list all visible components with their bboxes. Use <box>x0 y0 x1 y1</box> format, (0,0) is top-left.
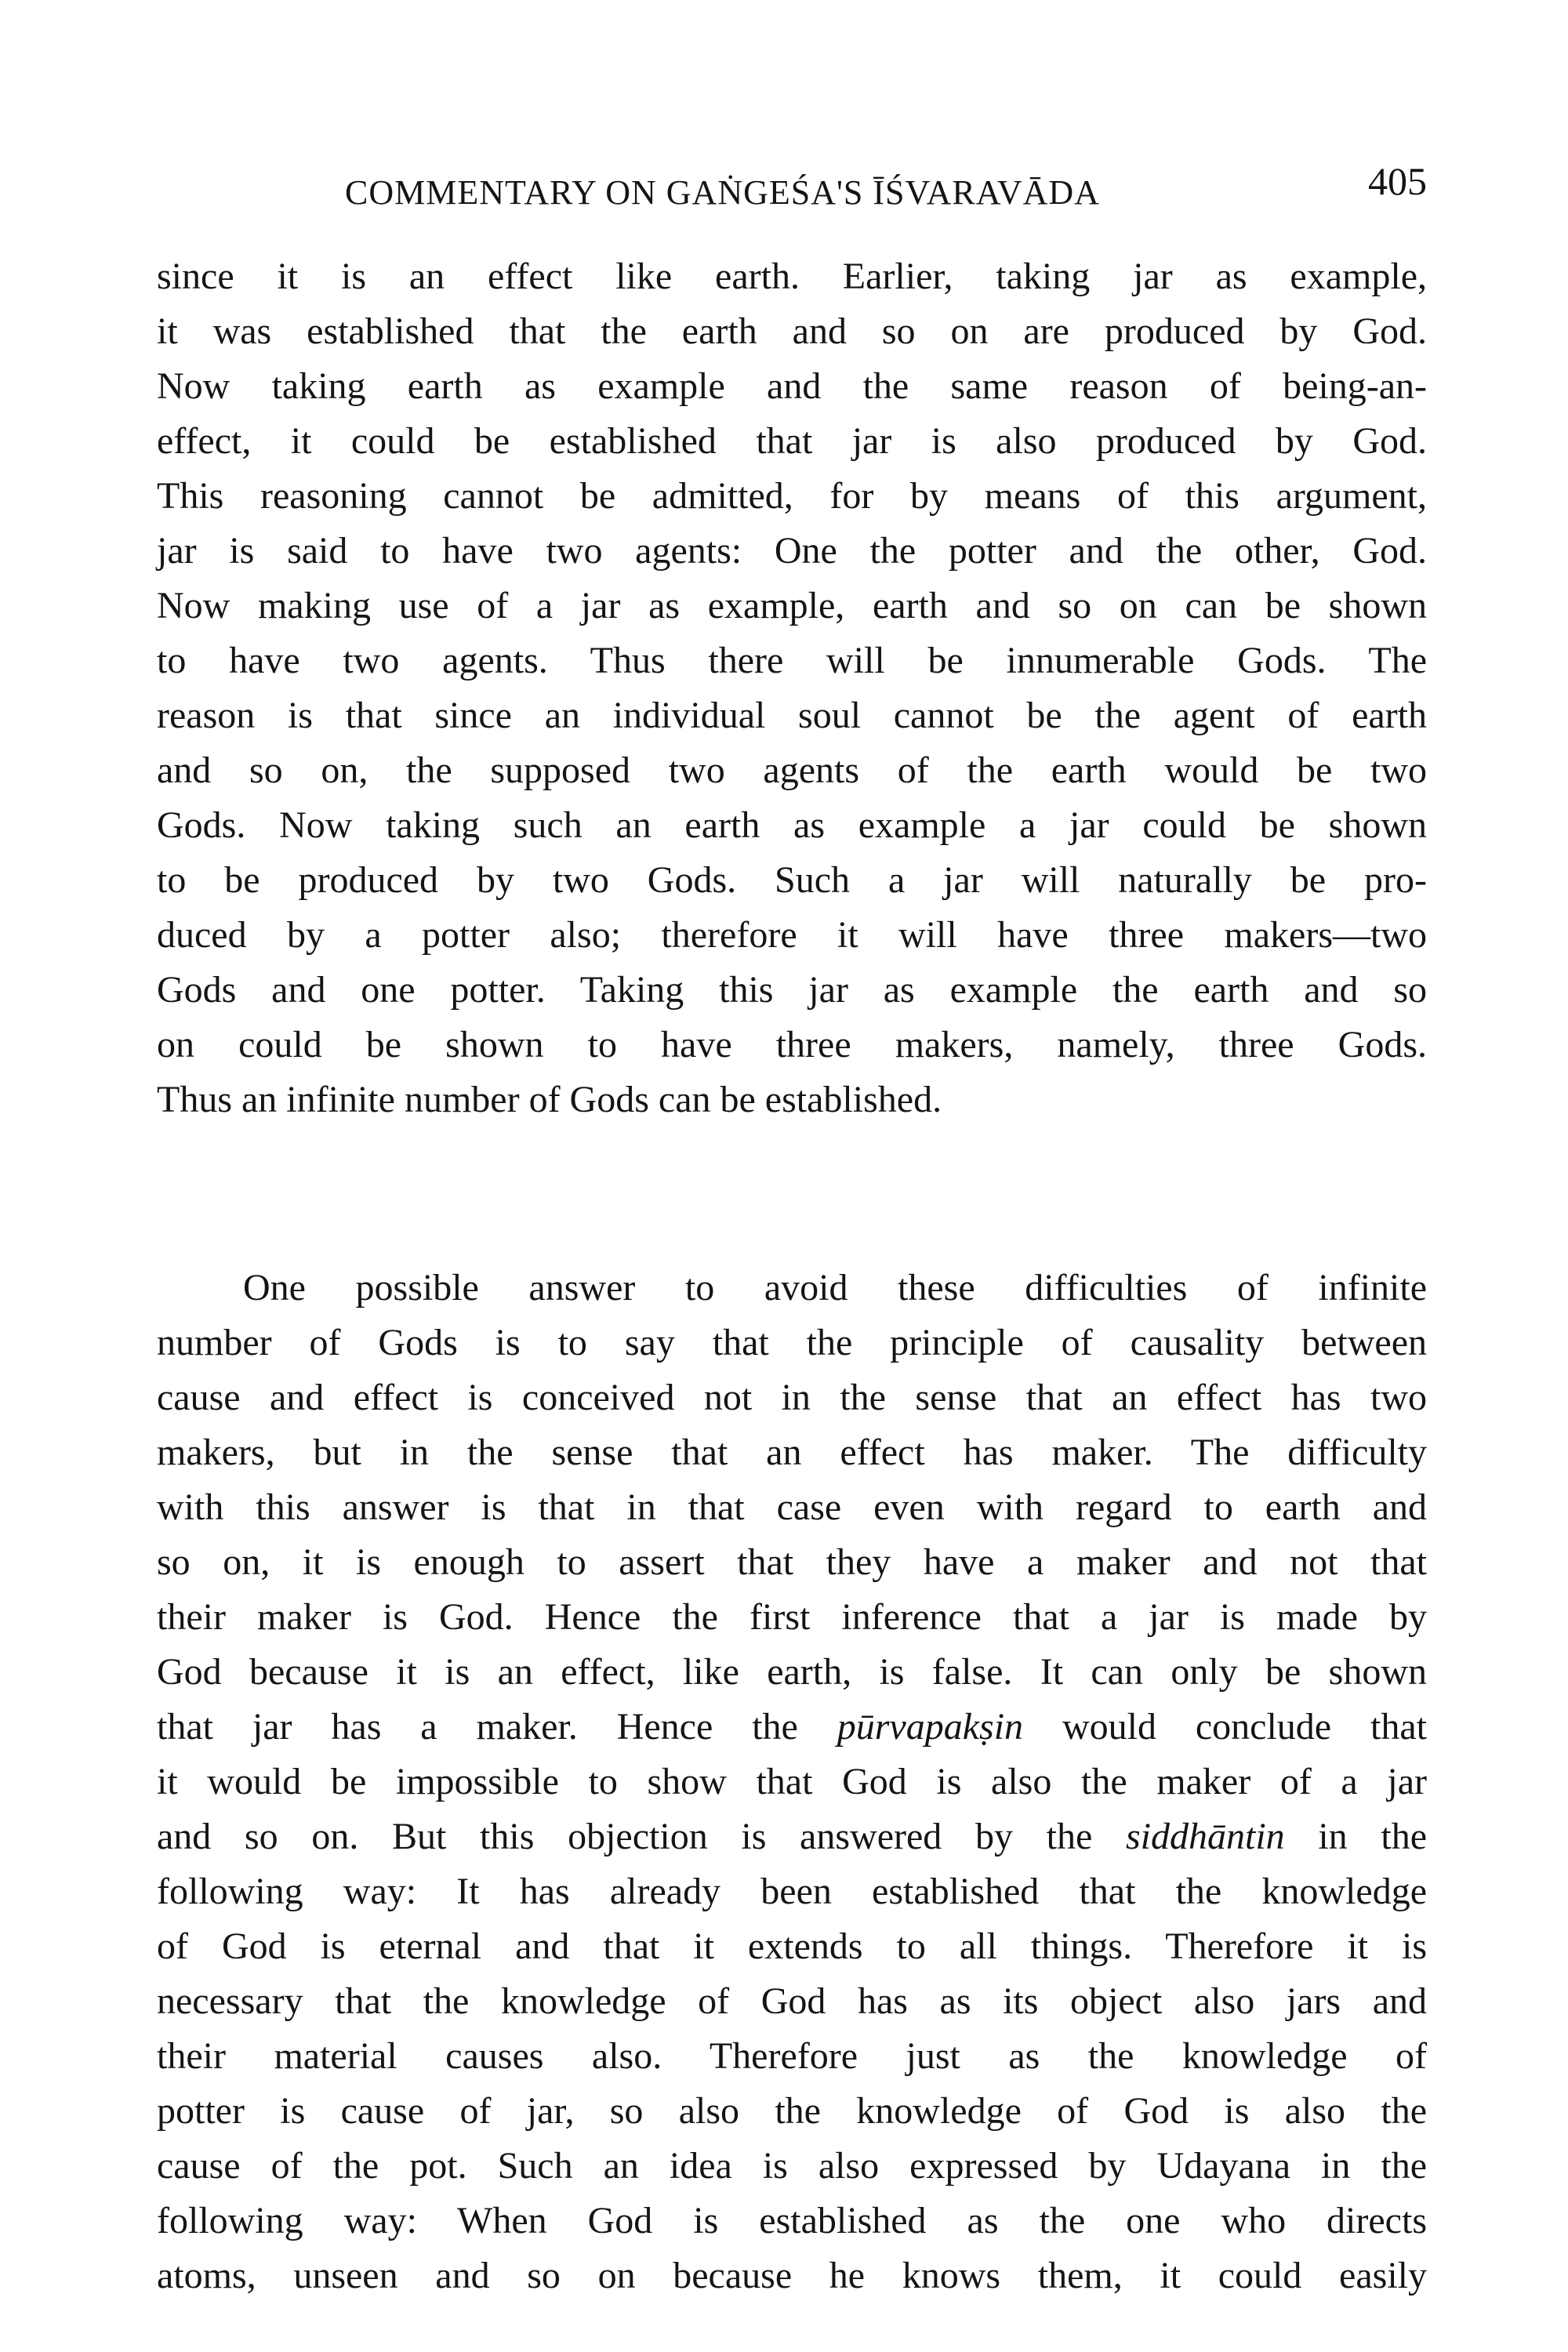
text-line: makers, but in the sense that an effect has maker. The difficulty <box>157 1432 1427 1473</box>
text-line: to have two agents. Thus there will be innumerable Gods. The <box>157 640 1427 681</box>
text-line: effect, it could be established that jar is also produced by God. <box>157 420 1427 462</box>
text-line: God because it is an effect, like earth, is false. It can only be shown <box>157 1651 1427 1693</box>
text-segment: and so on. But this objection is answered by the <box>157 1816 1126 1857</box>
text-line: jar is said to have two agents: One the potter and the other, God. <box>157 530 1427 572</box>
text-line: Now taking earth as example and the same reason of being-an- <box>157 365 1427 407</box>
text-line: on could be shown to have three makers, namely, three Gods. <box>157 1024 1427 1065</box>
text-line-with-term <box>157 1700 1427 1755</box>
text-line: their material causes also. Therefore just as the knowledge of <box>157 2035 1427 2077</box>
text-segment: in the <box>1284 1816 1428 1857</box>
text-line: to be produced by two Gods. Such a jar will naturally be pro- <box>157 859 1427 901</box>
text-line: with this answer is that in that case even with regard to earth and <box>157 1486 1427 1528</box>
text-line: necessary that the knowledge of God has as its object also jars and <box>157 1980 1427 2022</box>
text-line: of God is eternal and that it extends to all things. Therefore it is <box>157 1926 1427 1967</box>
page-number: 405 <box>1368 159 1427 203</box>
text-line: potter is cause of jar, so also the knowledge of God is also the <box>157 2090 1427 2132</box>
paragraph-2 <box>157 1261 1427 2303</box>
text-line: following way: It has already been established that the knowledge <box>157 1871 1427 1912</box>
text-line: number of Gods is to say that the principle of causality between <box>157 1322 1427 1363</box>
term-purvapaksin: pūrvapakṣin <box>837 1706 1024 1748</box>
text-line: it would be impossible to show that God is also the maker of a jar <box>157 1761 1427 1802</box>
text-line: duced by a potter also; therefore it will have three makers—two <box>157 914 1427 956</box>
text-line: This reasoning cannot be admitted, for by means of this argument, <box>157 475 1427 517</box>
paragraph-1 <box>157 249 1427 1127</box>
text-line: Gods. Now taking such an earth as example a jar could be shown <box>157 804 1427 846</box>
text-line: Thus an infinite number of Gods can be established. <box>157 1079 942 1120</box>
text-line: Now making use of a jar as example, earth and so on can be shown <box>157 585 1427 626</box>
text-line: cause of the pot. Such an idea is also expressed by Udayana in the <box>157 2145 1427 2187</box>
text-line: following way: When God is established as the one who directs <box>157 2200 1427 2241</box>
paragraph-gap <box>157 1127 1427 1261</box>
text-line: reason is that since an individual soul cannot be the agent of earth <box>157 695 1427 736</box>
text-line: cause and effect is conceived not in the sense that an effect has two <box>157 1377 1427 1418</box>
text-line: and so on, the supposed two agents of the earth would be two <box>157 750 1427 791</box>
text-line: their maker is God. Hence the first inference that a jar is made by <box>157 1596 1427 1638</box>
page-header <box>157 154 1427 224</box>
text-line: atoms, unseen and so on because he knows them, it could easily <box>157 2255 1427 2296</box>
text-line: it was established that the earth and so on are produced by God. <box>157 310 1427 352</box>
text-segment: that jar has a maker. Hence the <box>157 1706 798 1748</box>
running-title: COMMENTARY ON GAṄGEŚA'S ĪŚVARAVĀDA <box>345 173 1100 212</box>
text-line: Gods and one potter. Taking this jar as example the earth and so <box>157 969 1427 1011</box>
text-line: One possible answer to avoid these difficulties of infinite <box>243 1267 1427 1308</box>
body-text <box>157 249 1427 2303</box>
term-siddhantin: siddhāntin <box>1125 1816 1285 1857</box>
text-line: since it is an effect like earth. Earlier, taking jar as example, <box>157 256 1427 297</box>
text-line-with-term <box>157 1809 1427 1864</box>
text-line: so on, it is enough to assert that they have a maker and not that <box>157 1541 1427 1583</box>
text-segment: would conclude that <box>1023 1706 1427 1748</box>
